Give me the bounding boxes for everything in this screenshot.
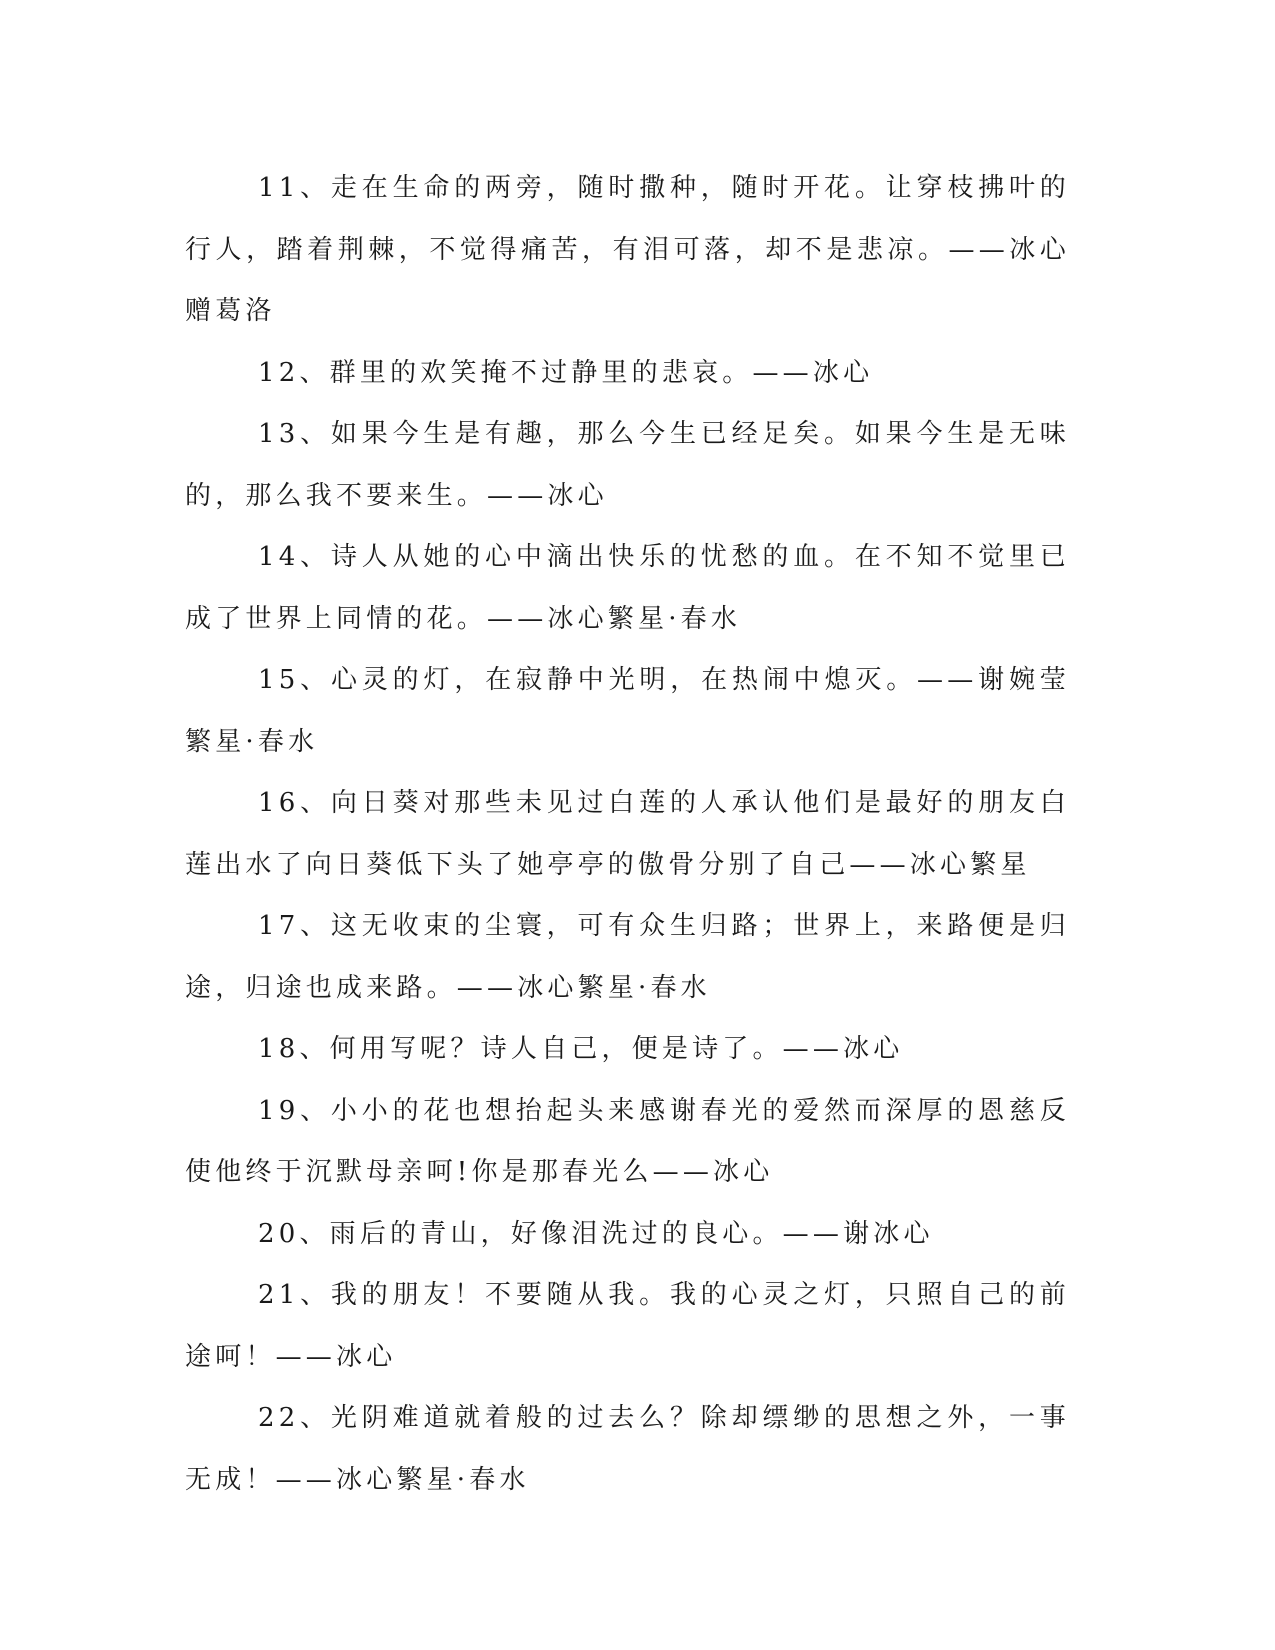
quote-item: 14、诗人从她的心中滴出快乐的忧愁的血。在不知不觉里已成了世界上同情的花。——冰心繁星·春水 <box>185 542 1070 634</box>
quote-item: 12、群里的欢笑掩不过静里的悲哀。——冰心 <box>258 357 874 388</box>
quote-item: 18、何用写呢？诗人自己，便是诗了。——冰心 <box>258 1034 904 1064</box>
quote-list <box>185 158 1070 1511</box>
quote-item: 21、我的朋友！不要随从我。我的心灵之灯，只照自己的前途呵！——冰心 <box>185 1280 1070 1372</box>
quote-item: 11、走在生命的两旁，随时撒种，随时开花。让穿枝拂叶的行人，踏着荆棘，不觉得痛苦，有泪可落，却不是悲凉。——冰心赠葛洛 <box>185 173 1070 326</box>
quote-item: 20、雨后的青山，好像泪洗过的良心。——谢冰心 <box>258 1218 934 1249</box>
quote-item: 22、光阴难道就着般的过去么？除却缥缈的思想之外，一事无成！——冰心繁星·春水 <box>185 1403 1070 1495</box>
quote-item: 15、心灵的灯，在寂静中光明，在热闹中熄灭。——谢婉莹繁星·春水 <box>185 665 1070 757</box>
quote-item: 16、向日葵对那些未见过白莲的人承认他们是最好的朋友白莲出水了向日葵低下头了她亭亭的傲骨分别了自己——冰心繁星 <box>185 788 1070 880</box>
quote-item: 19、小小的花也想抬起头来感谢春光的爱然而深厚的恩慈反使他终于沉默母亲呵!你是那春光么——冰心 <box>185 1095 1070 1187</box>
quote-item: 13、如果今生是有趣，那么今生已经足矣。如果今生是无味的，那么我不要来生。——冰心 <box>185 419 1070 511</box>
quote-item: 17、这无收束的尘寰，可有众生归路；世界上，来路便是归途，归途也成来路。——冰心繁星·春水 <box>185 911 1070 1003</box>
